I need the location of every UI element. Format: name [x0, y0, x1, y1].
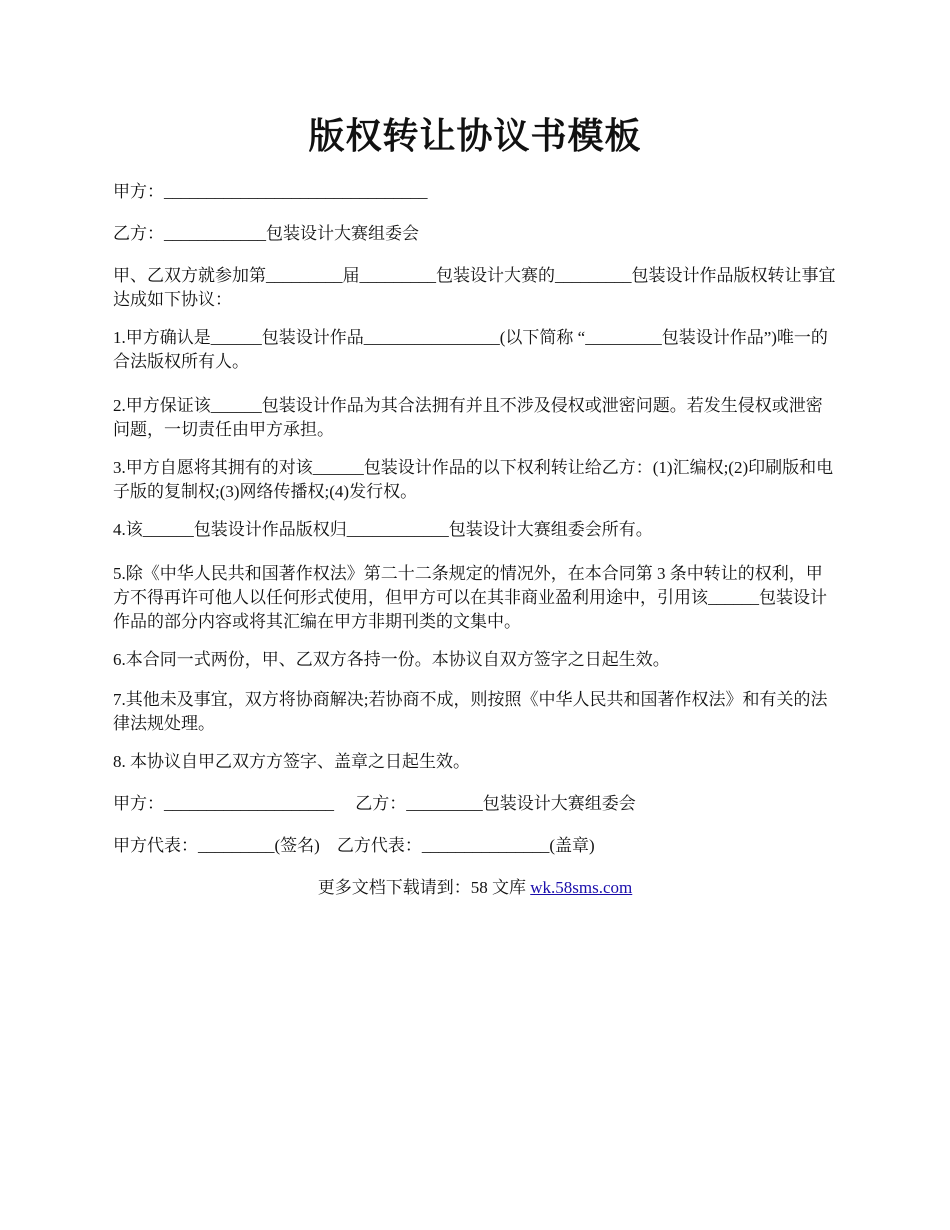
party-a-line: 甲方：_______________________________	[113, 182, 428, 201]
signature-line-representatives: 甲方代表：_________(签名) 乙方代表：_______________(盖章)	[113, 836, 595, 855]
clause-4: 4.该______包装设计作品版权归____________包装设计大赛组委会所有。	[113, 520, 653, 539]
clause-8: 8. 本协议自甲乙双方方签字、盖章之日起生效。	[113, 752, 470, 771]
clause-6: 6.本合同一式两份，甲、乙双方各持一份。本协议自双方签字之日起生效。	[113, 650, 670, 669]
clause-3: 3.甲方自愿将其拥有的对该______包装设计作品的以下权利转让给乙方：(1)汇编权;(2)印刷版和电子版的复制权;(3)网络传播权;(4)发行权。	[113, 458, 834, 501]
clause-2: 2.甲方保证该______包装设计作品为其合法拥有并且不涉及侵权或泄密问题。若发生侵权或泄密问题，一切责任由甲方承担。	[113, 396, 823, 439]
clause-7: 7.其他未及事宜，双方将协商解决;若协商不成，则按照《中华人民共和国著作权法》和有关的法律法规处理。	[113, 690, 828, 733]
document-title: 版权转让协议书模板	[308, 116, 642, 156]
footer-link[interactable]: wk.58sms.com	[530, 878, 633, 897]
signature-line-parties: 甲方：____________________ 乙方：_________包装设计大赛组委会	[113, 794, 636, 813]
clause-5: 5.除《中华人民共和国著作权法》第二十二条规定的情况外，在本合同第 3 条中转让的权利，甲方不得再许可他人以任何形式使用，但甲方可以在其非商业盈利用途中，引用该______包装设计作品的部分内容或将其汇编在甲方非期刊类的文集中。	[113, 564, 827, 631]
clause-1: 1.甲方确认是______包装设计作品________________(以下简称 “_________包装设计作品”)唯一的合法版权所有人。	[113, 328, 828, 371]
intro-paragraph: 甲、乙双方就参加第_________届_________包装设计大赛的_________包装设计作品版权转让事宜达成如下协议：	[113, 266, 836, 309]
download-footer	[0, 876, 950, 900]
footer-prefix: 更多文档下载请到：58 文库	[317, 878, 531, 897]
party-b-line: 乙方：____________包装设计大赛组委会	[113, 224, 419, 243]
